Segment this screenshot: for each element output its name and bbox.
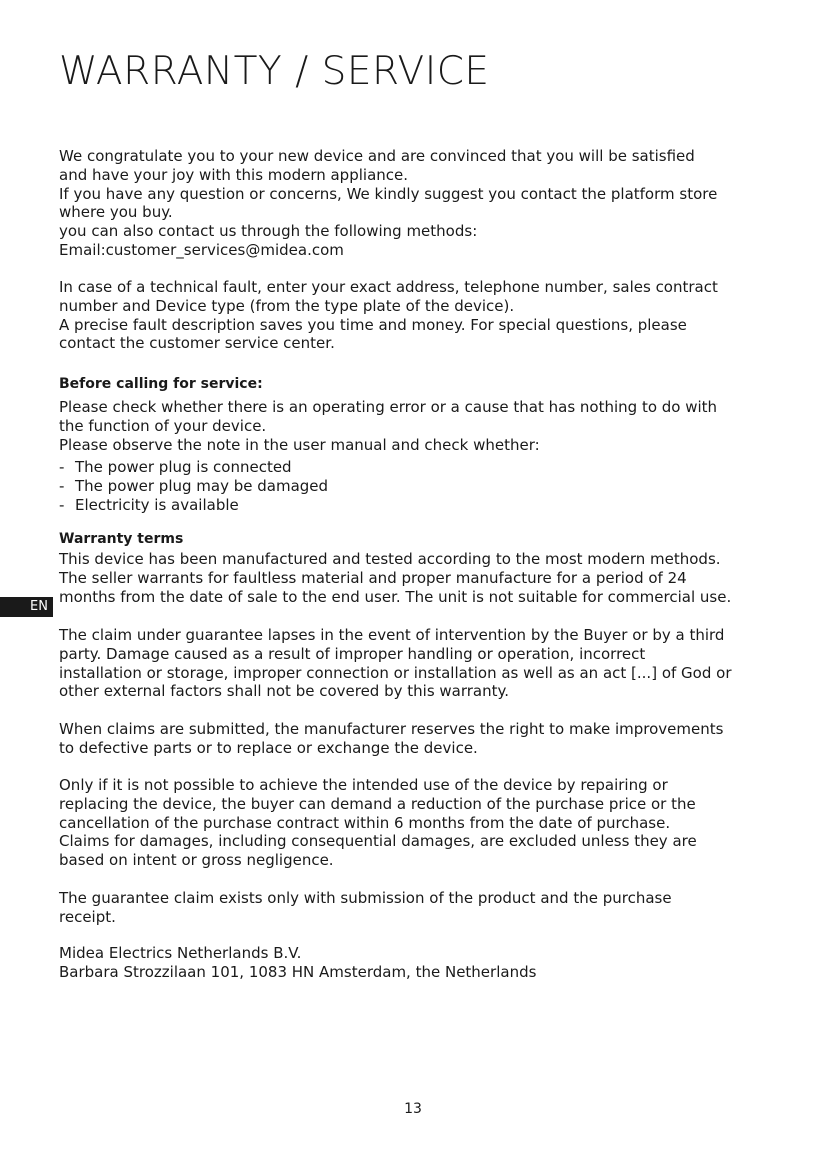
warranty-line: based on intent or gross negligence. <box>59 851 334 870</box>
intro-line: and have your joy with this modern appliance. <box>59 165 409 184</box>
company-address <box>59 944 779 982</box>
fault-section <box>59 278 779 353</box>
warranty-line: The guarantee claim exists only with submission of the product and the purchase <box>59 889 672 907</box>
before-calling-line: Please observe the note in the user manual and check whether: <box>59 435 540 454</box>
contact-email: Email:customer_services@midea.com <box>59 240 344 259</box>
checklist-item <box>59 458 328 477</box>
fault-line: number and Device type (from the type plate of the device). <box>59 296 515 315</box>
warranty-line: months from the date of sale to the end user. The unit is not suitable for commercial use. <box>59 587 732 606</box>
warranty-paragraph-2 <box>59 626 779 701</box>
before-calling-line: the function of your device. <box>59 416 267 435</box>
checklist-item-label: Electricity is available <box>75 495 239 514</box>
warranty-paragraph-3 <box>59 720 779 758</box>
intro-line: where you buy. <box>59 203 173 222</box>
before-calling-heading: Before calling for service: <box>59 376 263 392</box>
warranty-line: installation or storage, improper connection or installation as well as an act [...] of God or <box>59 663 732 682</box>
bullet-dash: - <box>59 458 65 476</box>
warranty-line: When claims are submitted, the manufacturer reserves the right to make improvements <box>59 720 724 738</box>
warranty-terms-heading: Warranty terms <box>59 531 184 547</box>
warranty-line: other external factors shall not be covered by this warranty. <box>59 682 510 701</box>
warranty-line: This device has been manufactured and tested according to the most modern methods. <box>59 550 721 568</box>
warranty-line: replacing the device, the buyer can demand a reduction of the purchase price or the <box>59 794 696 813</box>
warranty-paragraph-1 <box>59 550 779 606</box>
intro-section <box>59 147 779 260</box>
warranty-line: Claims for damages, including consequential damages, are excluded unless they are <box>59 832 697 851</box>
warranty-line: receipt. <box>59 907 116 926</box>
company-name: Midea Electrics Netherlands B.V. <box>59 944 302 962</box>
service-checklist <box>59 458 328 514</box>
before-calling-line: Please check whether there is an operating error or a cause that has nothing to do with <box>59 398 718 416</box>
warranty-line: party. Damage caused as a result of improper handling or operation, incorrect <box>59 644 646 663</box>
company-street-address: Barbara Strozzilaan 101, 1083 HN Amsterdam, the Netherlands <box>59 962 537 981</box>
warranty-line: cancellation of the purchase contract within 6 months from the date of purchase. <box>59 813 671 832</box>
fault-line: contact the customer service center. <box>59 334 335 353</box>
language-tab: EN <box>0 597 53 617</box>
warranty-paragraph-4 <box>59 776 779 870</box>
checklist-item <box>59 477 328 496</box>
intro-line: If you have any question or concerns, We kindly suggest you contact the platform store <box>59 184 718 203</box>
warranty-line: The claim under guarantee lapses in the event of intervention by the Buyer or by a third <box>59 626 725 644</box>
checklist-item-label: The power plug may be damaged <box>75 476 329 495</box>
fault-line: A precise fault description saves you time and money. For special questions, please <box>59 315 687 334</box>
warranty-line: to defective parts or to replace or exchange the device. <box>59 738 478 757</box>
checklist-item-label: The power plug is connected <box>75 458 292 476</box>
checklist-item <box>59 496 328 515</box>
intro-line: you can also contact us through the following methods: <box>59 222 478 241</box>
before-calling-text <box>59 398 779 454</box>
bullet-dash: - <box>59 495 65 514</box>
page-number: 13 <box>404 1101 422 1117</box>
intro-line: We congratulate you to your new device and are convinced that you will be satisfied <box>59 147 695 165</box>
fault-line: In case of a technical fault, enter your exact address, telephone number, sales contract <box>59 278 718 296</box>
warranty-line: The seller warrants for faultless material and proper manufacture for a period of 24 <box>59 568 687 587</box>
page-title: WARRANTY / SERVICE <box>59 49 490 94</box>
warranty-paragraph-5 <box>59 889 779 927</box>
bullet-dash: - <box>59 476 65 495</box>
warranty-line: Only if it is not possible to achieve the intended use of the device by repairing or <box>59 776 668 794</box>
